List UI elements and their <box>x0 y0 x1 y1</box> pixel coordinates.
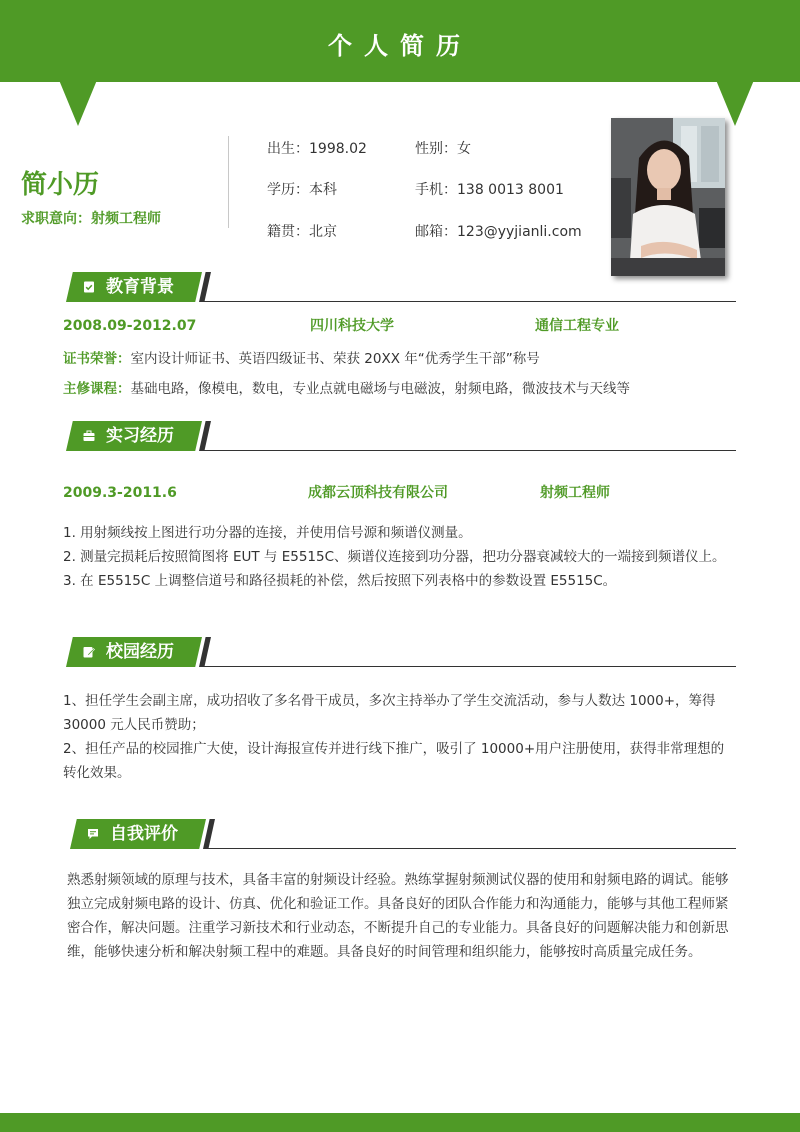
courses-label: 主修课程： <box>63 381 131 397</box>
profile-photo <box>611 118 725 276</box>
section-title: 校园经历 <box>106 642 174 662</box>
phone-info: 手机：138 0013 8001 <box>415 182 564 198</box>
profile-divider <box>228 136 229 228</box>
origin-info: 籍贯：北京 <box>267 224 337 240</box>
header-left-triangle <box>59 80 97 126</box>
list-item: 2. 测量完损耗后按照简图将 EUT 与 E5515C、频谱仪连接到功分器，把功分器衰减较大的一端接到频谱仪上。 <box>63 549 726 565</box>
section-header-campus <box>66 637 736 667</box>
chat-bubble-icon <box>87 828 99 840</box>
education-period: 2008.09-2012.07 <box>63 318 197 334</box>
section-rule <box>206 848 736 849</box>
briefcase-icon <box>83 430 95 442</box>
list-item: 1. 用射频线按上图进行功分器的连接，并使用信号源和频谱仪测量。 <box>63 525 472 541</box>
internship-position: 射频工程师 <box>540 485 610 501</box>
list-item: 1、担任学生会副主席，成功招收了多名骨干成员，多次主持举办了学生交流活动，参与人数达 1000+，筹得 30000 元人民币赞助； <box>63 693 716 733</box>
self-evaluation-text: 熟悉射频领域的原理与技术，具备丰富的射频设计经验。熟练掌握射频测试仪器的使用和射频电路的调试。能够独立完成射频电路的设计、仿真、优化和验证工作。具备良好的团队合作能力和沟通能力，能够与其他工程师紧密合作，解决问题。注重学习新技术和行业动态，不断提升自己的专业能力。具备良好的问题解决能力和创新思维，能够快速分析和解决射频工程中的难题。具备良好的时间管理和组织能力，能够按时高质量完成任务。 <box>67 872 729 960</box>
birth-info: 出生：1998.02 <box>267 141 367 157</box>
campus-experience <box>63 689 731 785</box>
job-intent: 求职意向：射频工程师 <box>21 211 161 227</box>
section-header-internship <box>66 421 736 451</box>
internship-company: 成都云顶科技有限公司 <box>308 485 448 501</box>
page-title: 个人简历 <box>328 32 472 60</box>
gender-info: 性别：女 <box>415 141 471 157</box>
candidate-name: 简小历 <box>21 170 100 200</box>
internship-duties <box>63 521 735 593</box>
education-courses <box>63 377 743 401</box>
edit-note-icon <box>83 646 95 658</box>
courses-text: 基础电路，像模电，数电，专业点就电磁场与电磁波，射频电路，微波技术与天线等 <box>130 381 630 397</box>
education-certificates <box>63 347 743 371</box>
section-rule <box>202 450 736 451</box>
email-info: 邮箱：123@yyjianli.com <box>415 224 582 240</box>
education-info: 学历：本科 <box>267 182 337 198</box>
certificates-text: 室内设计师证书、英语四级证书、荣获 20XX 年“优秀学生干部”称号 <box>130 351 540 367</box>
document-check-icon <box>83 281 95 293</box>
footer-band <box>0 1113 800 1132</box>
section-header-education <box>66 272 736 302</box>
section-title: 教育背景 <box>106 277 174 297</box>
internship-period: 2009.3-2011.6 <box>63 485 177 501</box>
section-header-self <box>70 819 736 849</box>
education-major: 通信工程专业 <box>535 318 619 334</box>
list-item: 3. 在 E5515C 上调整信道号和路径损耗的补偿，然后按照下列表格中的参数设置 E5515C。 <box>63 573 617 589</box>
education-school: 四川科技大学 <box>310 318 394 334</box>
section-title: 实习经历 <box>106 426 174 446</box>
section-rule <box>202 301 736 302</box>
list-item: 2、担任产品的校园推广大使，设计海报宣传并进行线下推广，吸引了 10000+用户注册使用，获得非常理想的转化效果。 <box>63 741 725 781</box>
section-rule <box>202 666 736 667</box>
certificates-label: 证书荣誉： <box>63 351 131 367</box>
person-photo-icon <box>611 118 725 276</box>
section-title: 自我评价 <box>110 824 178 844</box>
